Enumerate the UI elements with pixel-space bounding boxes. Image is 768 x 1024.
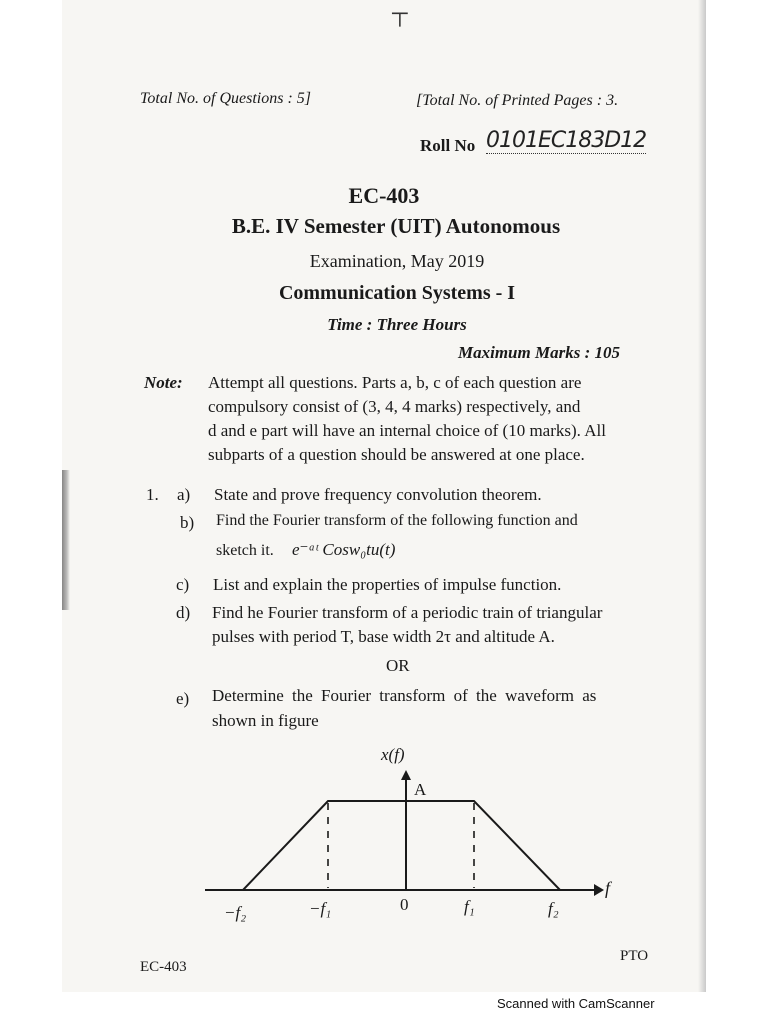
part-a-text: State and prove frequency convolution theorem. [214,485,542,504]
note-line: Attempt all questions. Parts a, b, c of each question are [208,373,582,392]
note-line: compulsory consist of (3, 4, 4 marks) respectively, and [208,397,581,416]
part-d-text: pulses with period T, base width 2τ and altitude A. [212,627,555,646]
maximum-marks: Maximum Marks : 105 [458,343,620,362]
part-c-text: List and explain the properties of impulse function. [213,575,562,594]
footer-paper-code: EC-403 [140,959,187,975]
tick-label-f2: f₂ [548,899,559,918]
paper-code: EC-403 [348,183,420,208]
subject-title: Communication Systems - I [278,282,516,304]
roll-number-handwritten: 0101EC183D12 [486,128,647,153]
or-divider: OR [386,656,410,675]
part-label-a: a) [177,485,191,504]
total-printed-pages: [Total No. of Printed Pages : 3. [416,92,619,109]
exam-session: Examination, May 2019 [309,251,485,271]
part-b-text: Find the Fourier transform of the following function and [216,512,578,529]
part-b-text: sketch it. [216,542,274,559]
y-axis-label: x(f) [381,745,405,764]
tick-label-minus-f2: −f₂ [224,903,247,922]
tick-label-zero: 0 [400,895,409,914]
roll-number-label: Roll No [420,136,476,155]
scanner-watermark: Scanned with CamScanner [497,996,655,1011]
part-b-formula: e⁻ᵃᵗ Cosw₀tu(t) [292,540,396,559]
total-questions: Total No. of Questions : 5] [140,90,311,107]
part-d-text: Find he Fourier transform of a periodic train of triangular [212,603,603,622]
please-turn-over: PTO [620,948,649,964]
binding-mark: ┬ [392,0,408,25]
part-e-text: shown in figure [212,711,319,730]
tick-label-f1: f₁ [464,897,475,916]
part-label-c: c) [176,575,190,594]
note-label: Note: [144,373,183,392]
exam-duration: Time : Three Hours [327,315,467,334]
note-line: subparts of a question should be answered at one place. [208,445,585,464]
part-label-d: d) [176,603,191,622]
note-line: d and e part will have an internal choice of (10 marks). All [208,421,606,440]
paper-edge-shadow-left [62,470,70,610]
degree-title: B.E. IV Semester (UIT) Autonomous [231,214,561,238]
x-axis-label: f [605,878,611,898]
question-number: 1. [146,485,159,504]
amplitude-label: A [414,780,427,799]
paper-edge-shadow-right [698,0,706,992]
part-label-e: e) [176,689,190,708]
tick-label-minus-f1: −f₁ [309,899,332,918]
part-label-b: b) [180,513,195,532]
part-e-text: Determine the Fourier transform of the waveform as [212,686,597,705]
